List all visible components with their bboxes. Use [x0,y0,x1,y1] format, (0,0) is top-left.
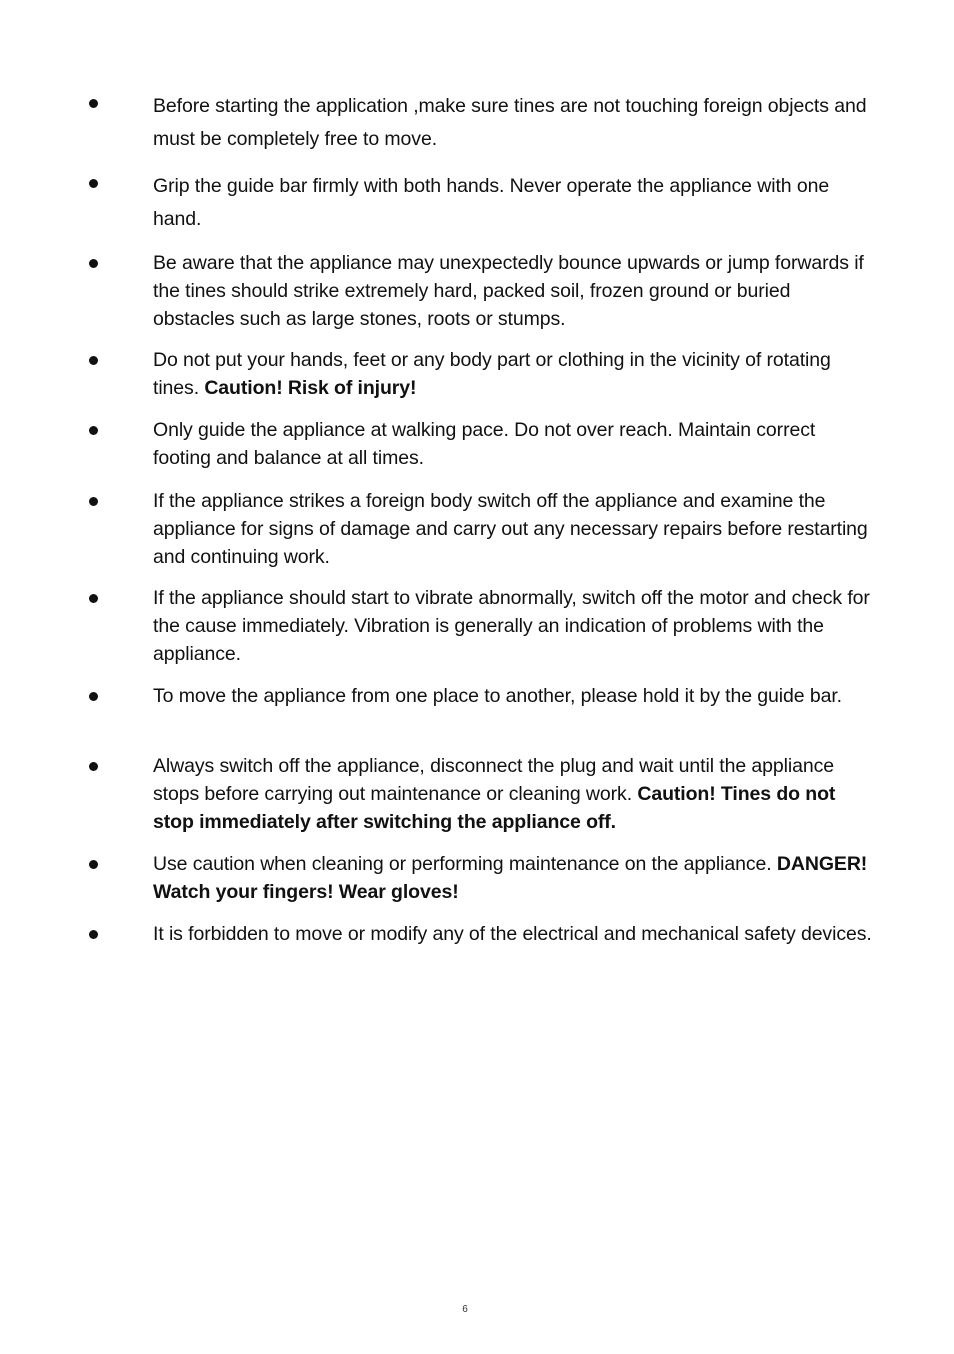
danger-text: DANGER! Watch your fingers! Wear gloves! [153,853,868,903]
list-item-text: Be aware that the appliance may unexpectedly bounce upwards or jump forwards if the tines should strike extremely hard, packed soil, frozen ground or buried obstacles such as large stones, roots or stumps. [153,252,864,330]
bullet-icon [89,930,98,939]
bullet-icon [89,594,98,603]
bullet-icon [89,356,98,365]
bullet-icon [89,99,98,108]
list-item-text: If the appliance should start to vibrate abnormally, switch off the motor and check for the cause immediately. Vibration is generally an indication of problems with the appliance. [153,587,870,665]
list-item-text: Before starting the application ,make sure tines are not touching foreign objects and must be completely free to move. [153,95,867,150]
caution-text: Caution! Risk of injury! [204,376,417,399]
page-number: 6 [462,1304,468,1315]
bullet-icon [89,762,98,771]
list-item-text: Use caution when cleaning or performing maintenance on the appliance. DANGER! Watch your fingers! Wear gloves! [153,853,868,903]
list-item-text: It is forbidden to move or modify any of the electrical and mechanical safety devices. [153,923,872,945]
bullet-icon [89,692,98,701]
bullet-icon [89,860,98,869]
bullet-icon [89,259,98,268]
list-item-text: Always switch off the appliance, disconnect the plug and wait until the appliance stops before carrying out maintenance or cleaning work. Caution! Tines do not stop immediately after switching the appliance off. [153,755,836,833]
list-item-text: If the appliance strikes a foreign body switch off the appliance and examine the appliance for signs of damage and carry out any necessary repairs before restarting and continuing work. [153,490,868,568]
bullet-icon [89,179,98,188]
list-item-text: Grip the guide bar firmly with both hands. Never operate the appliance with one hand. [153,175,830,230]
bullet-icon [89,497,98,506]
list-item-text: To move the appliance from one place to another, please hold it by the guide bar. [153,685,842,707]
caution-text: Caution! Tines do not stop immediately after switching the appliance off. [153,782,836,833]
list-item-text: Do not put your hands, feet or any body part or clothing in the vicinity of rotating tines. Caution! Risk of injury! [153,349,831,399]
bullet-icon [89,426,98,435]
list-item-text: Only guide the appliance at walking pace. Do not over reach. Maintain correct footing and balance at all times. [153,419,816,469]
